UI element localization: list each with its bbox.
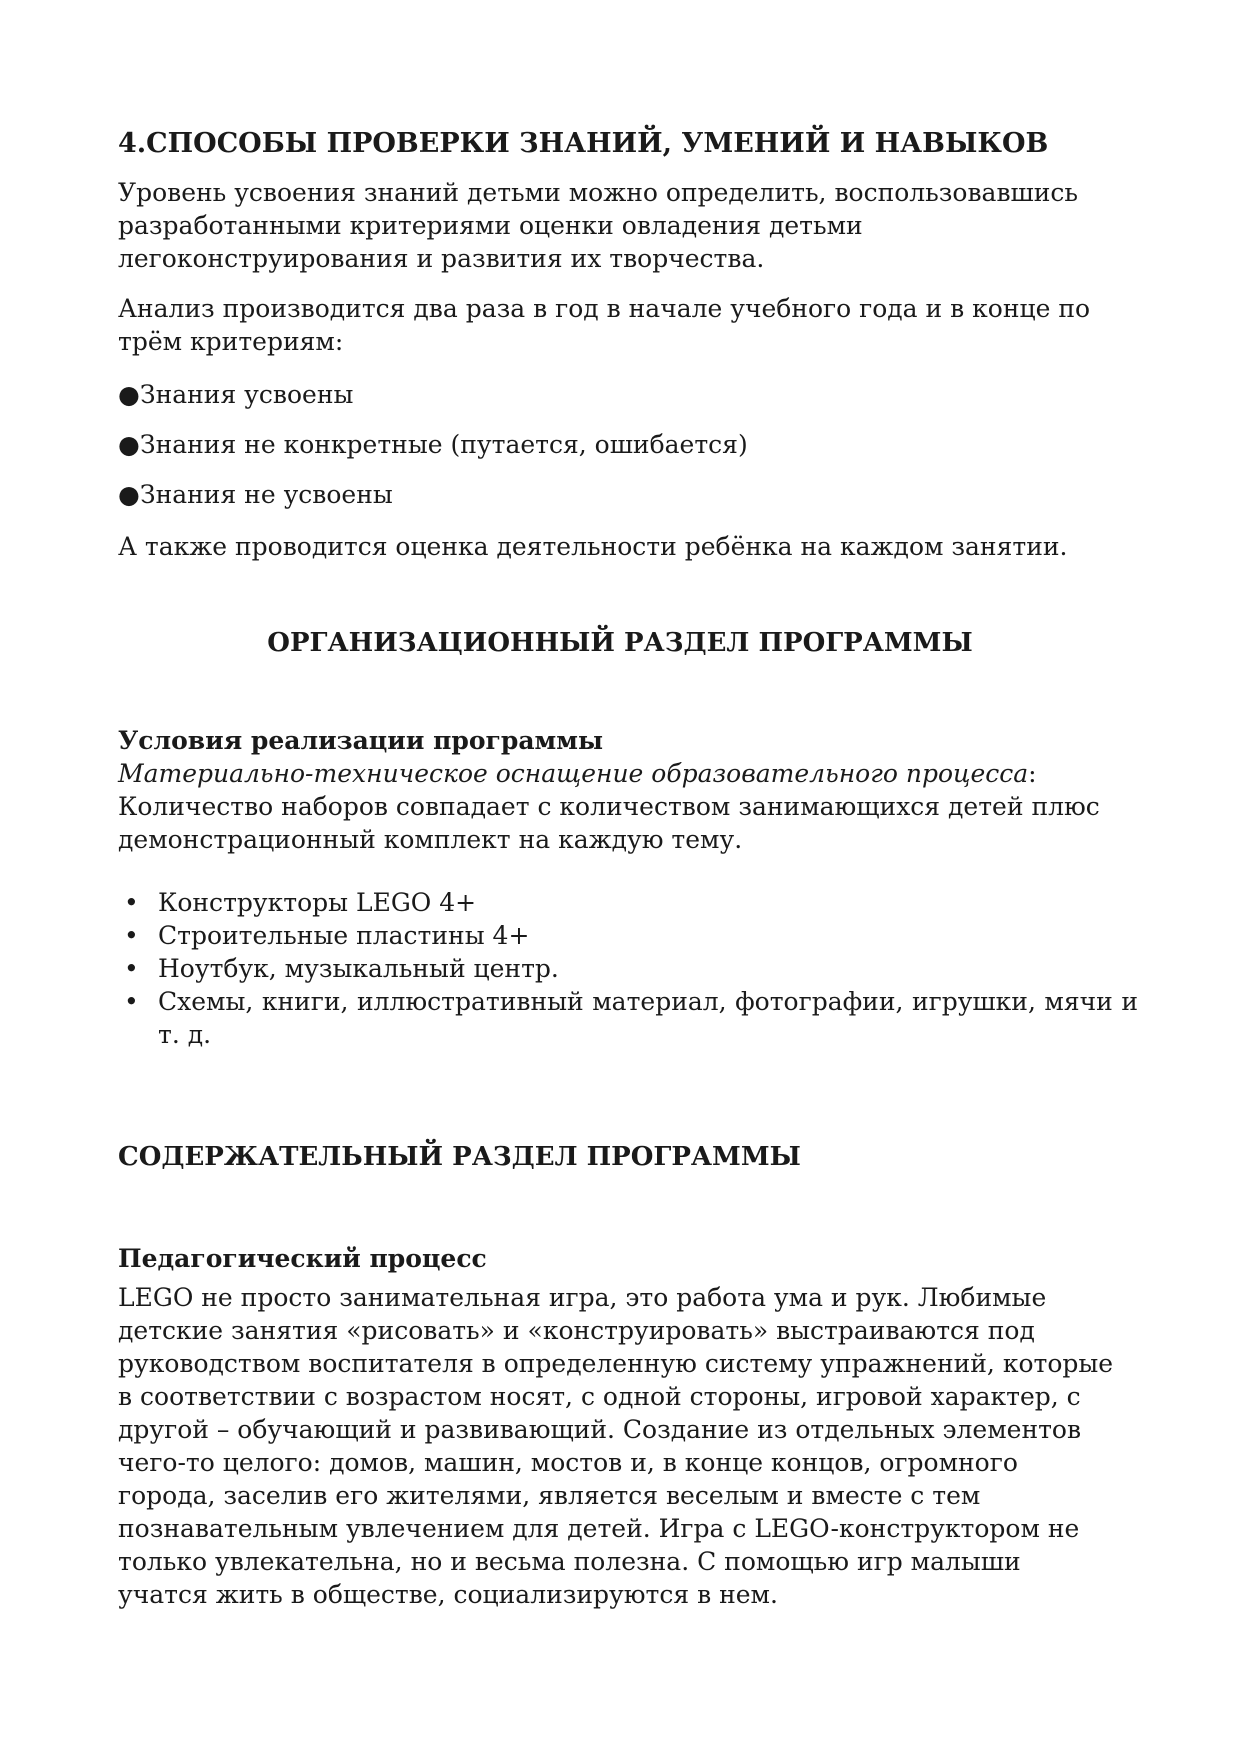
- list-item-text: Схемы, книги, иллюстративный материал, фотографии, игрушки, мячи и т. д.: [158, 987, 1138, 1049]
- paragraph-line: познавательным увлечением для детей. Игра с LEGO-конструктором не: [118, 1514, 1080, 1543]
- section-heading: 4.СПОСОБЫ ПРОВЕРКИ ЗНАНИЙ, УМЕНИЙ И НАВЫКОВ: [118, 128, 1049, 159]
- paragraph-line: разработанными критериями оценки овладения детьми: [118, 211, 863, 240]
- paragraph-line: только увлекательна, но и весьма полезна. С помощью игр малыши: [118, 1547, 1021, 1576]
- list-item-text: Строительные пластины 4+: [158, 921, 530, 950]
- bullet-icon: ●: [118, 480, 140, 509]
- bullet-icon: •: [124, 954, 139, 983]
- paragraph-line: другой – обучающий и развивающий. Создание из отдельных элементов: [118, 1415, 1082, 1444]
- paragraph-line: детские занятия «рисовать» и «конструировать» выстраиваются под: [118, 1316, 1035, 1345]
- criteria-item: [118, 478, 1138, 511]
- criteria-text: Знания не усвоены: [140, 480, 393, 509]
- org-section-title: ОРГАНИЗАЦИОННЫЙ РАЗДЕЛ ПРОГРАММЫ: [267, 628, 973, 658]
- bullet-icon: •: [124, 888, 139, 917]
- bullet-icon: ●: [118, 380, 140, 409]
- criteria-item: [118, 378, 1138, 411]
- conditions-block: [118, 724, 1138, 856]
- criteria-text: Знания усвоены: [140, 380, 354, 409]
- paragraph-line: демонстрационный комплект на каждую тему.: [118, 825, 743, 854]
- paragraph-line: Анализ производится два раза в год в начале учебного года и в конце по: [118, 294, 1091, 323]
- assessment-paragraph: [118, 530, 1138, 563]
- bullet-icon: •: [124, 987, 139, 1016]
- list-item-text: Ноутбук, музыкальный центр.: [158, 954, 559, 983]
- criteria-item: [118, 428, 1138, 461]
- paragraph-line: в соответствии с возрастом носят, с одной стороны, игровой характер, с: [118, 1382, 1081, 1411]
- list-item: [118, 886, 1138, 919]
- paragraph-line: А также проводится оценка деятельности ребёнка на каждом занятии.: [118, 532, 1068, 561]
- paragraph-line: легоконструирования и развития их творчества.: [118, 244, 765, 273]
- conditions-subheading: Условия реализации программы: [118, 726, 604, 755]
- list-item: [118, 985, 1138, 1051]
- paragraph-line: Уровень усвоения знаний детьми можно определить, воспользовавшись: [118, 178, 1079, 207]
- bullet-icon: ●: [118, 430, 140, 459]
- pedagogical-block: [118, 1242, 1138, 1611]
- paragraph-line: учатся жить в обществе, социализируются в нем.: [118, 1580, 778, 1609]
- paragraph-line: чего-то целого: домов, машин, мостов и, в конце концов, огромного: [118, 1448, 1018, 1477]
- italic-heading: Материально-техническое оснащение образовательного процесса: [118, 759, 1029, 788]
- bullet-icon: •: [124, 921, 139, 950]
- list-item: [118, 952, 1138, 985]
- analysis-paragraph: [118, 292, 1138, 358]
- intro-paragraph: [118, 176, 1138, 275]
- paragraph-line: руководством воспитателя в определенную систему упражнений, которые: [118, 1349, 1114, 1378]
- equipment-list: [118, 886, 1138, 1051]
- criteria-text: Знания не конкретные (путается, ошибается): [140, 430, 748, 459]
- paragraph-line: LEGO не просто занимательная игра, это работа ума и рук. Любимые: [118, 1283, 1047, 1312]
- italic-suffix: :: [1028, 759, 1037, 788]
- paragraph-line: трём критериям:: [118, 327, 344, 356]
- paragraph-line: города, заселив его жителями, является веселым и вместе с тем: [118, 1481, 981, 1510]
- content-section-title: СОДЕРЖАТЕЛЬНЫЙ РАЗДЕЛ ПРОГРАММЫ: [118, 1142, 801, 1172]
- paragraph-line: Количество наборов совпадает с количеством занимающихся детей плюс: [118, 792, 1100, 821]
- list-item: [118, 919, 1138, 952]
- pedagogical-subheading: Педагогический процесс: [118, 1244, 487, 1273]
- list-item-text: Конструкторы LEGO 4+: [158, 888, 477, 917]
